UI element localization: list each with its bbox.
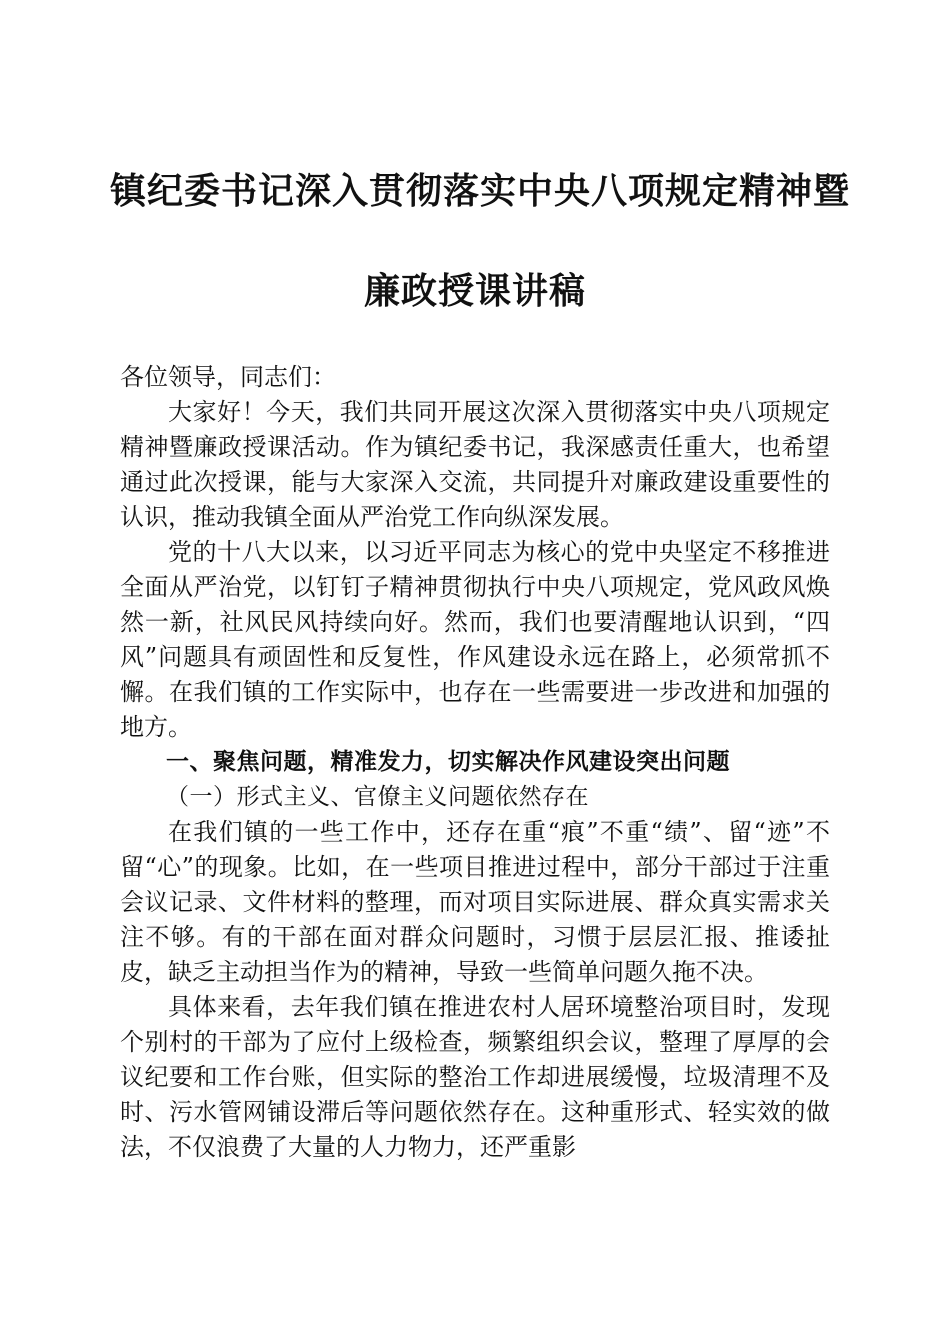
paragraph-opening: 大家好！今天，我们共同开展这次深入贯彻落实中央八项规定精神暨廉政授课活动。作为镇纪委书记，我深感责任重大，也希望通过此次授课，能与大家深入交流，共同提升对廉政建设重要性的认识，推动我镇全面从严治党工作向纵深发展。 — [120, 398, 830, 531]
paragraph-example: 具体来看，去年我们镇在推进农村人居环境整治项目时，发现个别村的干部为了应付上级检查，频繁组织会议，整理了厚厚的会议纪要和工作台账，但实际的整治工作却进展缓慢，垃圾清理不及时、污水管网铺设滞后等问题依然存在。这种重形式、轻实效的做法，不仅浪费了大量的人力物力，还严重影 — [120, 993, 830, 1161]
subsection-heading-1-1: （一）形式主义、官僚主义问题依然存在 — [166, 784, 589, 810]
salutation: 各位领导，同志们： — [120, 363, 336, 391]
document-title-line-1: 镇纪委书记深入贯彻落实中央八项规定精神暨 — [110, 170, 851, 212]
document-body — [120, 360, 830, 1165]
document-title-line-2: 廉政授课讲稿 — [363, 270, 586, 312]
section-heading-1: 一、聚焦问题，精准发力，切实解决作风建设突出问题 — [166, 749, 730, 775]
paragraph-background: 党的十八大以来，以习近平同志为核心的党中央坚定不移推进全面从严治党，以钉钉子精神贯彻执行中央八项规定，党风政风焕然一新，社风民风持续向好。然而，我们也要清醒地认识到，“四风”问题具有顽固性和反复性，作风建设永远在路上，必须常抓不懈。在我们镇的工作实际中，也存在一些需要进一步改进和加强的地方。 — [120, 538, 830, 741]
paragraph-formalism: 在我们镇的一些工作中，还存在重“痕”不重“绩”、留“迹”不留“心”的现象。比如，在一些项目推进过程中，部分干部过于注重会议记录、文件材料的整理，而对项目实际进展、群众真实需求关注不够。有的干部在面对群众问题时，习惯于层层汇报、推诿扯皮，缺乏主动担当作为的精神，导致一些简单问题久拖不决。 — [120, 818, 830, 986]
